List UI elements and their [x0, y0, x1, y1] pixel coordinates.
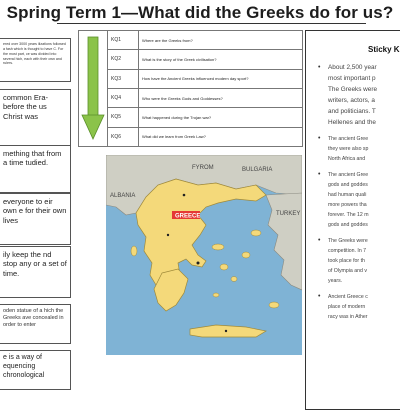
vocab-box-2	[0, 89, 71, 147]
table-row	[79, 69, 303, 88]
bullet-line: competition. In 7	[328, 248, 367, 254]
bullet-line: years.	[328, 278, 343, 284]
vocab-text: oden statue of a hich the Greeks ave concealed in order to enter	[3, 308, 64, 328]
kq-question: What happened during the Trojan war?	[139, 108, 303, 127]
vocab-box-7	[0, 350, 71, 390]
bullet-line: had human quali	[328, 192, 367, 198]
island	[131, 246, 137, 256]
sticky-list	[306, 62, 400, 322]
bullet-line: • The Greeks were	[328, 238, 368, 244]
vocab-text: ily keep the nd stop any or a set of time.	[3, 250, 67, 278]
bullet-line: most important p	[328, 75, 376, 82]
kq-question: How have the Ancient Greeks influenced modern day sport?	[139, 69, 303, 88]
bullet-line: racy was in Ather	[328, 314, 368, 320]
list-item	[328, 134, 400, 164]
kq-code: KQ6	[108, 127, 139, 146]
bullet-line: more powers tha	[328, 202, 367, 208]
kq-question: Who were the Greeks Gods and Goddesses?	[139, 88, 303, 107]
title-underline	[57, 23, 366, 24]
bullet-line: gods and goddes	[328, 182, 368, 188]
city-dot	[225, 330, 227, 332]
vocab-text: mething that from a time tudied.	[3, 149, 62, 168]
island	[242, 252, 250, 258]
list-item	[328, 62, 400, 128]
table-row	[79, 108, 303, 127]
kq-code: KQ1	[108, 31, 139, 50]
bullet-line: and politicians. T	[328, 108, 376, 115]
vocab-text: ered over 3000 years ilizations followed a fash which is thought to have C. For the most part, ce was divided into several hich, each with their own and rulers.	[3, 42, 66, 66]
page-title: Spring Term 1—What did the Greeks do for us?	[6, 3, 394, 22]
bullet-line: forever. The 12 m	[328, 212, 369, 218]
table-row	[79, 88, 303, 107]
list-item	[328, 170, 400, 230]
kq-code: KQ2	[108, 50, 139, 69]
island	[213, 293, 219, 297]
kq-code: KQ5	[108, 108, 139, 127]
vocab-box-5	[0, 246, 71, 298]
city-dot	[183, 194, 186, 197]
kq-code: KQ4	[108, 88, 139, 107]
bullet-line: gods and goddes	[328, 222, 368, 228]
kq-question: Where are the Greeks from?	[139, 31, 303, 50]
map-label-bulgaria: BULGARIA	[242, 167, 273, 173]
key-questions-table	[78, 30, 303, 147]
bullet-line: of Olympia and v	[328, 268, 367, 274]
island	[269, 302, 279, 308]
map-label-turkey: TURKEY	[276, 211, 301, 217]
table-row	[79, 50, 303, 69]
sticky-knowledge-panel	[305, 30, 400, 410]
table-row	[79, 31, 303, 50]
map-label-greece: GREECE	[175, 213, 201, 220]
bullet-line: writers, actors, a	[328, 97, 375, 104]
kq-question: What is the story of the Greek civilisation?	[139, 50, 303, 69]
bullet-line: • The ancient Gree	[328, 172, 369, 178]
city-dot	[167, 234, 169, 236]
city-dot	[197, 262, 200, 265]
bullet-line: • About 2,500 year	[328, 64, 377, 71]
bullet-line: took place for th	[328, 258, 365, 264]
vocab-box-4	[0, 193, 71, 245]
kq-question: What did we learn from Greek Law?	[139, 127, 303, 146]
bullet-line: The Greeks were	[328, 86, 378, 93]
map-label-fyrom: FYROM	[192, 165, 214, 171]
bullet-line: • Ancient Greece c	[328, 294, 368, 300]
bullet-line: Hellenes and the	[328, 119, 376, 126]
list-item	[328, 236, 400, 286]
vocab-text: e is a way of equencing chronological	[3, 354, 45, 379]
map-label-albania: ALBANIA	[110, 193, 136, 199]
table-row	[79, 127, 303, 146]
island	[251, 230, 261, 236]
greece-map	[106, 155, 302, 355]
vocab-box-3	[0, 145, 71, 193]
bullet-line: place of modern	[328, 304, 366, 310]
down-arrow-icon	[79, 31, 107, 146]
vocab-text: everyone to eir own e for their own lives	[3, 197, 67, 225]
vocab-box-1	[0, 38, 71, 82]
kq-code: KQ3	[108, 69, 139, 88]
island	[212, 244, 224, 250]
vocab-text: common Era- before the us Christ was	[3, 93, 49, 121]
list-item	[328, 292, 400, 322]
sticky-title: Sticky K	[368, 45, 400, 54]
bullet-line: North Africa and	[328, 156, 366, 162]
island	[231, 277, 237, 282]
island	[220, 264, 228, 270]
bullet-line: • The ancient Gree	[328, 136, 369, 142]
bullet-line: they were also sp	[328, 146, 369, 152]
vocab-box-6	[0, 304, 71, 344]
